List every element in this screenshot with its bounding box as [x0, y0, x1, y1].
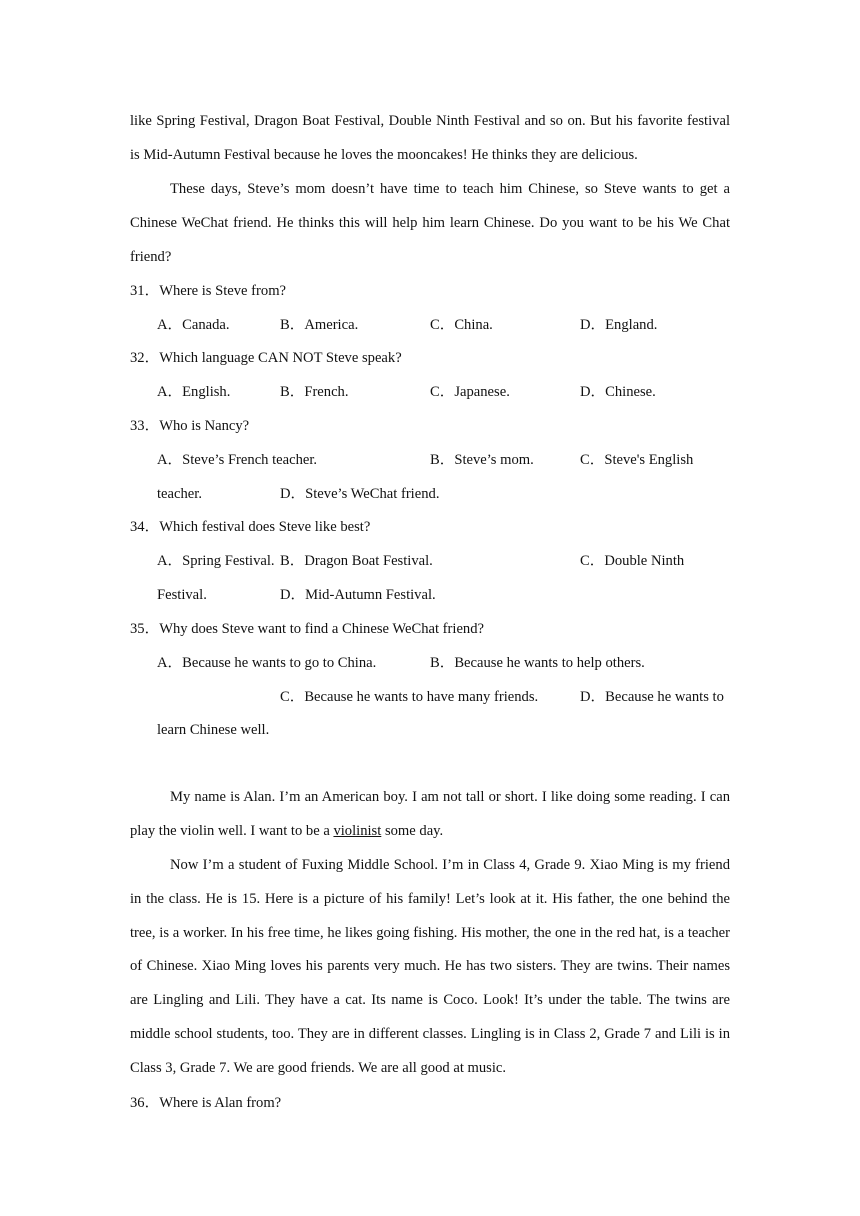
- question-31-option-c: C．China.: [430, 317, 493, 333]
- question-35-stem: 35．Why does Steve want to find a Chinese WeChat friend?: [130, 621, 484, 637]
- question-34-option-c: C．Double Ninth: [580, 553, 685, 569]
- question-33-option-c: C．Steve's English: [580, 452, 694, 468]
- question-35-option-a: A．Because he wants to go to China.: [157, 655, 377, 671]
- question-32-option-c: C．Japanese.: [430, 384, 510, 400]
- question-34-option-d: D．Mid-Autumn Festival.: [280, 587, 436, 603]
- passage2-paragraph1: [130, 781, 730, 849]
- question-33-stem: 33．Who is Nancy?: [130, 418, 250, 434]
- question-33-option-a: A．Steve’s French teacher.: [157, 452, 318, 468]
- question-31-stem: 31．Where is Steve from?: [130, 283, 287, 299]
- passage1-paragraph1: like Spring Festival, Dragon Boat Festival, Double Ninth Festival and so on. But his favorite festival is Mid-Autumn Festival because he loves the mooncakes! He thinks they are delicious.: [130, 113, 730, 163]
- underlined-word-violinist: violinist: [333, 822, 382, 839]
- question-34-option-b: B．Dragon Boat Festival.: [280, 553, 433, 569]
- passage1-paragraph2: These days, Steve’s mom doesn’t have time to teach him Chinese, so Steve wants to get a Chinese WeChat friend. He thinks this will help him learn Chinese. Do you want to be his We Chat friend?: [130, 181, 730, 265]
- question-34-option-a: A．Spring Festival.: [157, 553, 275, 569]
- question-35-option-b: B．Because he wants to help others.: [430, 655, 645, 671]
- question-32-stem: 32．Which language CAN NOT Steve speak?: [130, 350, 402, 366]
- question-34-stem: 34．Which festival does Steve like best?: [130, 519, 371, 535]
- question-31-option-b: B．America.: [280, 317, 359, 333]
- passage2-paragraph1-text-after: some day.: [381, 822, 444, 839]
- passage2-paragraph2: Now I’m a student of Fuxing Middle School. I’m in Class 4, Grade 9. Xiao Ming is my friend in the class. He is 15. Here is a picture of his family! Let’s look at it. His father, the one behind the tree, is a worker. In his free time, he likes going fishing. His mother, the one in the red hat, is a teacher of Chinese. Xiao Ming loves his parents very much. He has two sisters. They are twins. Their names are Lingling and Lili. They have a cat. Its name is Coco. Look! It’s under the table. The twins are middle school students, too. They are in different classes. Lingling is in Class 2, Grade 7 and Lili is in Class 3, Grade 7. We are good friends. We are all good at music.: [130, 857, 730, 1076]
- question-34-option-c-continued: Festival.: [157, 587, 207, 603]
- question-35-option-d: D．Because he wants to: [580, 689, 724, 705]
- question-32-option-a: A．English.: [157, 384, 231, 400]
- question-36-stem: 36．Where is Alan from?: [130, 1095, 282, 1111]
- question-31-option-a: A．Canada.: [157, 317, 230, 333]
- question-35-option-c: C．Because he wants to have many friends.: [280, 689, 539, 705]
- question-32-option-d: D．Chinese.: [580, 384, 656, 400]
- passage2-paragraph1-text-before: My name is Alan. I’m an American boy. I am not tall or short. I like doing some reading. I can play the violin well. I want to be a: [130, 789, 730, 839]
- question-31-option-d: D．England.: [580, 317, 658, 333]
- question-33-option-d: D．Steve’s WeChat friend.: [280, 486, 440, 502]
- question-33-option-c-continued: teacher.: [157, 486, 202, 502]
- question-32-option-b: B．French.: [280, 384, 349, 400]
- question-35-option-d-continued: learn Chinese well.: [157, 722, 270, 738]
- question-33-option-b: B．Steve’s mom.: [430, 452, 534, 468]
